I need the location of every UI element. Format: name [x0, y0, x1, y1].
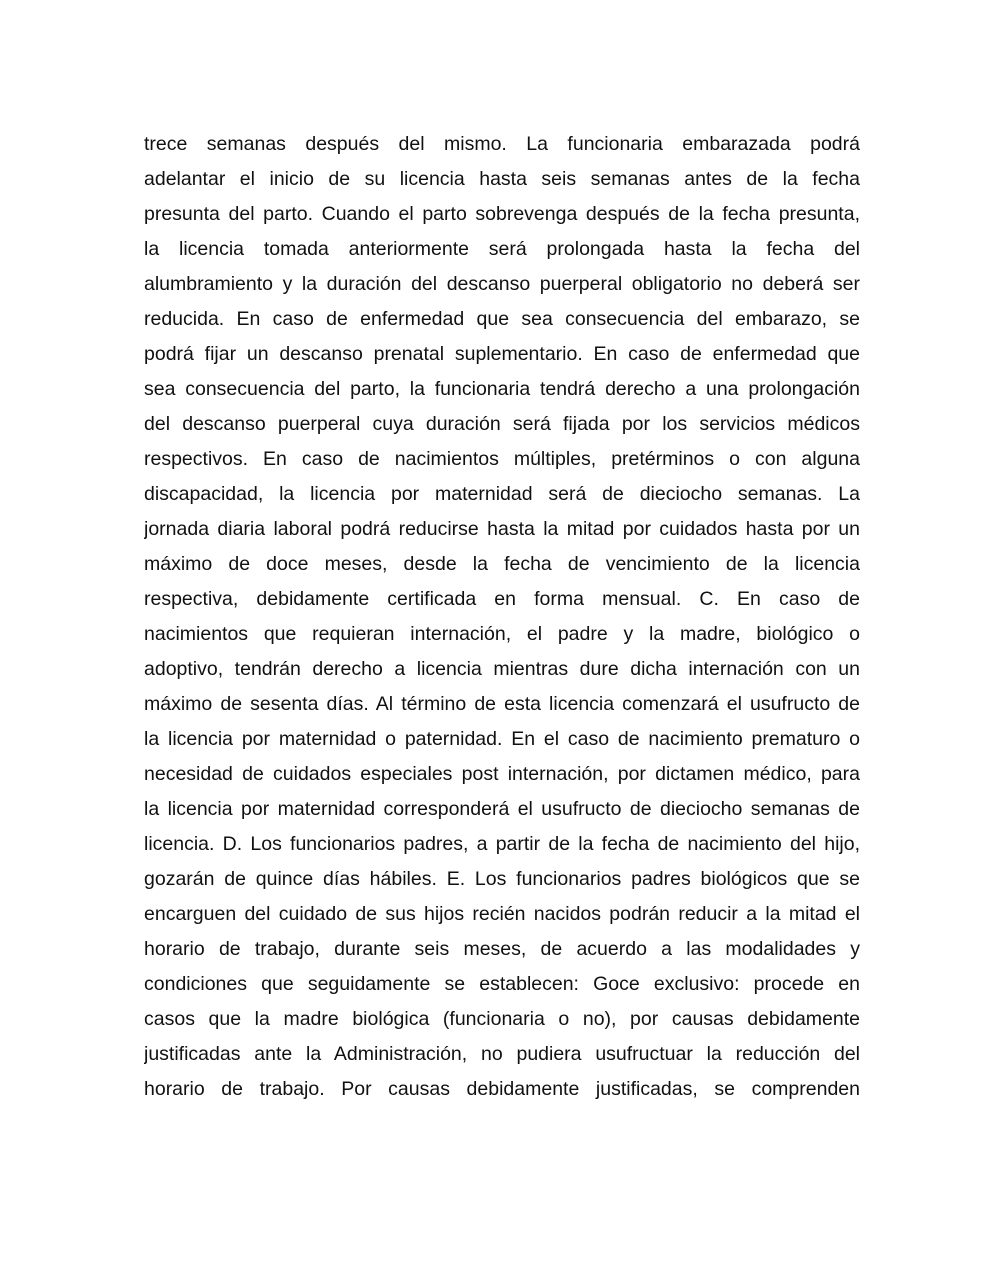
text-line: adoptivo, tendrán derecho a licencia mientras dure dicha internación con un	[144, 658, 860, 680]
text-line: encarguen del cuidado de sus hijos recién nacidos podrán reducir a la mitad el	[144, 903, 860, 925]
text-line: máximo de sesenta días. Al término de esta licencia comenzará el usufructo de	[144, 693, 860, 715]
text-line: adelantar el inicio de su licencia hasta seis semanas antes de la fecha	[144, 168, 860, 190]
text-line: necesidad de cuidados especiales post internación, por dictamen médico, para	[144, 763, 860, 785]
text-line: nacimientos que requieran internación, el padre y la madre, biológico o	[144, 623, 860, 645]
text-line: máximo de doce meses, desde la fecha de vencimiento de la licencia	[144, 553, 860, 575]
text-line: presunta del parto. Cuando el parto sobrevenga después de la fecha presunta,	[144, 203, 860, 225]
text-line: horario de trabajo. Por causas debidamente justificadas, se comprenden	[144, 1078, 860, 1100]
text-line: sea consecuencia del parto, la funcionaria tendrá derecho a una prolongación	[144, 378, 860, 400]
text-line: la licencia por maternidad corresponderá el usufructo de dieciocho semanas de	[144, 798, 860, 820]
text-line: alumbramiento y la duración del descanso puerperal obligatorio no deberá ser	[144, 273, 860, 295]
text-line: la licencia tomada anteriormente será prolongada hasta la fecha del	[144, 238, 860, 260]
body-text	[144, 127, 860, 1107]
text-line: horario de trabajo, durante seis meses, de acuerdo a las modalidades y	[144, 938, 860, 960]
text-line: trece semanas después del mismo. La funcionaria embarazada podrá	[144, 133, 860, 155]
text-line: discapacidad, la licencia por maternidad será de dieciocho semanas. La	[144, 483, 860, 505]
text-line: respectivos. En caso de nacimientos múltiples, pretérminos o con alguna	[144, 448, 860, 470]
text-line: respectiva, debidamente certificada en forma mensual. C. En caso de	[144, 588, 860, 610]
text-line: condiciones que seguidamente se establecen: Goce exclusivo: procede en	[144, 973, 860, 995]
text-line: gozarán de quince días hábiles. E. Los funcionarios padres biológicos que se	[144, 868, 860, 890]
text-line: podrá fijar un descanso prenatal suplementario. En caso de enfermedad que	[144, 343, 860, 365]
text-line: justificadas ante la Administración, no pudiera usufructuar la reducción del	[144, 1043, 860, 1065]
text-line: del descanso puerperal cuya duración será fijada por los servicios médicos	[144, 413, 860, 435]
text-line: jornada diaria laboral podrá reducirse hasta la mitad por cuidados hasta por un	[144, 518, 860, 540]
text-line: reducida. En caso de enfermedad que sea consecuencia del embarazo, se	[144, 308, 860, 330]
text-line: la licencia por maternidad o paternidad. En el caso de nacimiento prematuro o	[144, 728, 860, 750]
text-line: licencia. D. Los funcionarios padres, a partir de la fecha de nacimiento del hijo,	[144, 833, 860, 855]
text-line: casos que la madre biológica (funcionaria o no), por causas debidamente	[144, 1008, 860, 1030]
